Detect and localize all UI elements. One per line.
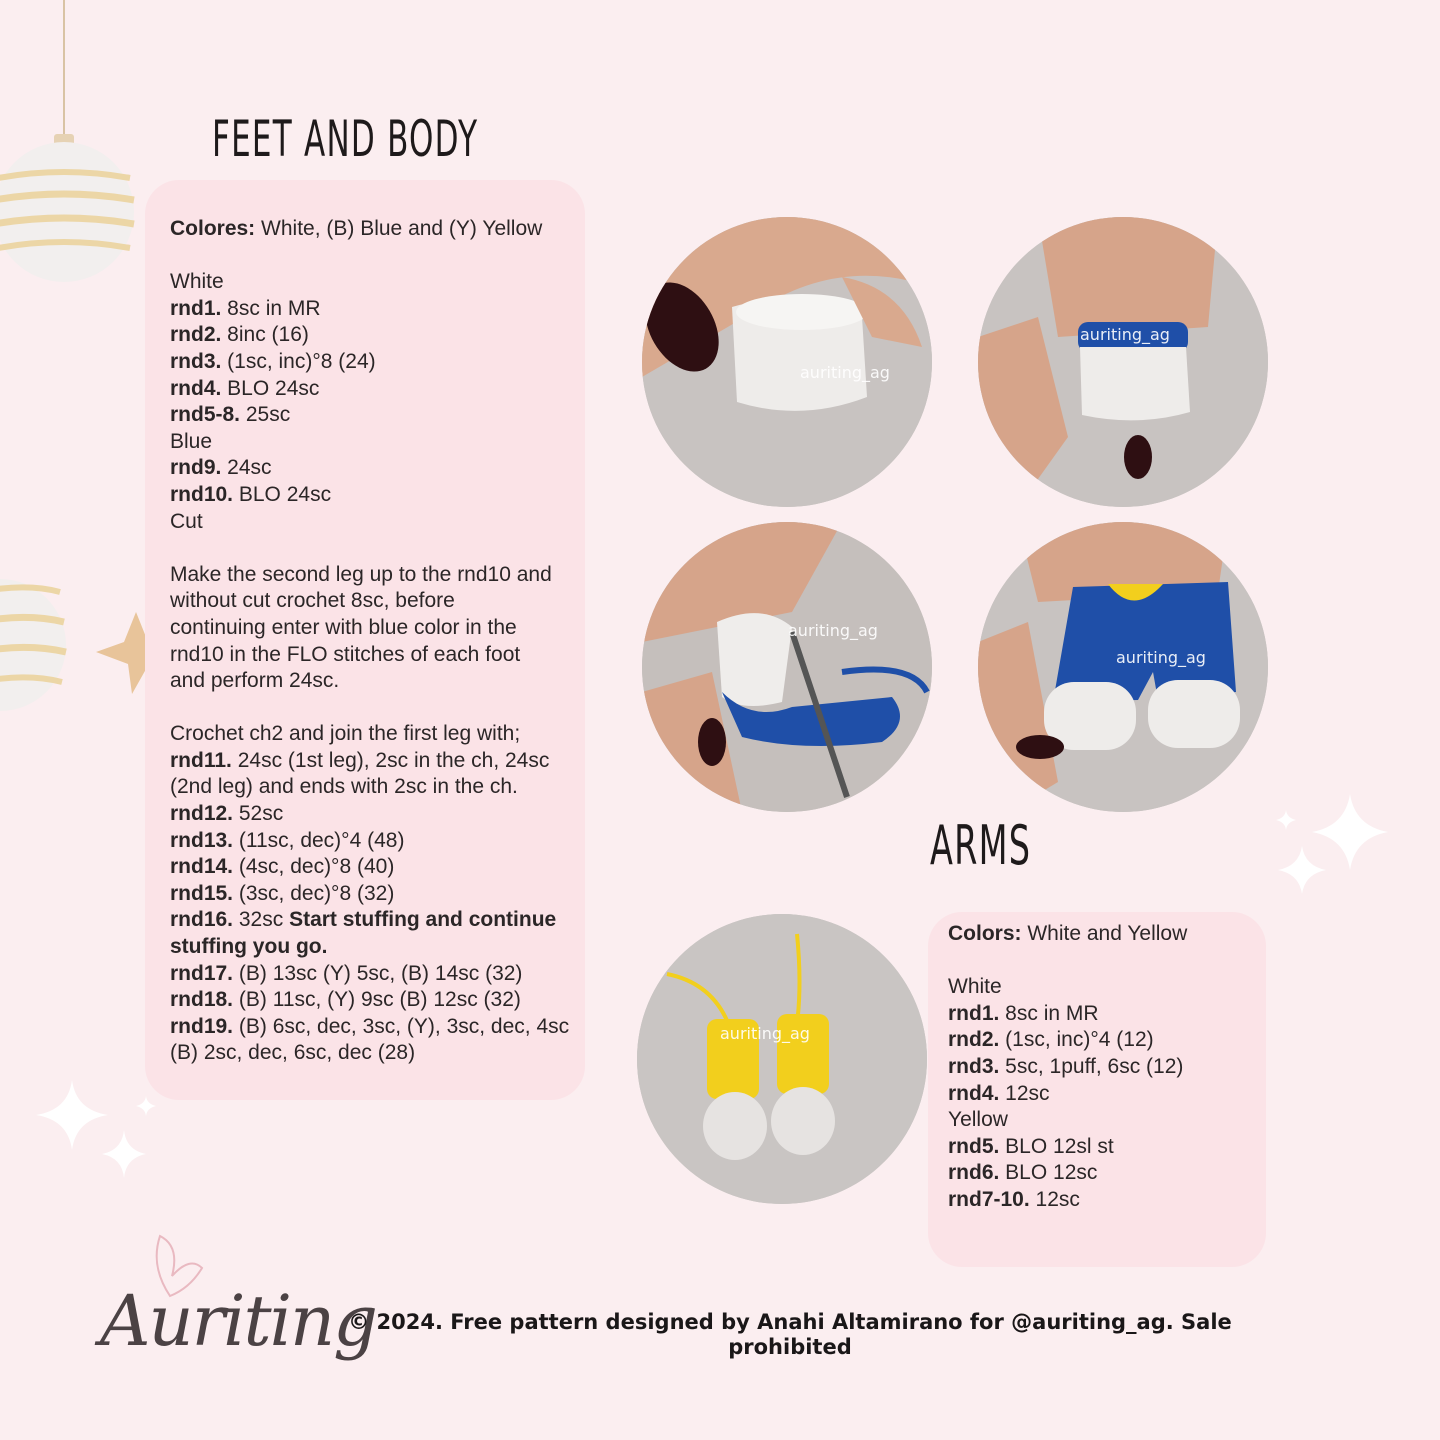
round-line: rnd13. (11sc, dec)°4 (48): [170, 828, 405, 852]
arms-pattern-text: [948, 921, 1258, 1214]
watermark: auriting_ag: [788, 621, 878, 640]
cut-line: Cut: [170, 509, 203, 533]
watermark: auriting_ag: [1116, 648, 1206, 667]
section-white: White: [170, 270, 224, 294]
watermark: auriting_ag: [720, 1024, 810, 1043]
logo: Auriting: [100, 1280, 376, 1362]
photo-crochet-legs: [642, 522, 932, 812]
body-pattern-text: [170, 216, 590, 1067]
round-line-cont: (B) 2sc, dec, 6sc, dec (28): [170, 1041, 416, 1065]
round-line: rnd17. (B) 13sc (Y) 5sc, (B) 14sc (32): [170, 961, 523, 985]
footer-line: prohibited: [728, 1335, 852, 1359]
colors-line: Colores: White, (B) Blue and (Y) Yellow: [170, 217, 543, 240]
photo-foot-white: [642, 217, 932, 507]
round-line: rnd16. 32sc Start stuffing and continue: [170, 908, 557, 932]
sparkles-left-icon: [36, 1080, 156, 1178]
footer-line: © 2024. Free pattern designed by Anahi Altamirano for @auriting_ag. Sale: [348, 1310, 1232, 1334]
instruction-line: rnd10 in the FLO stitches of each foot: [170, 642, 521, 666]
instruction-line: Crochet ch2 and join the first leg with;: [170, 722, 521, 746]
round-line: rnd5. BLO 12sl st: [948, 1134, 1114, 1158]
round-line: rnd3. (1sc, inc)°8 (24): [170, 349, 376, 373]
photo-foot-blue-top: [978, 217, 1268, 507]
round-line: rnd2. 8inc (16): [170, 323, 309, 347]
round-line: rnd14. (4sc, dec)°8 (40): [170, 855, 395, 879]
round-line: rnd19. (B) 6sc, dec, 3sc, (Y), 3sc, dec, 4sc: [170, 1014, 570, 1038]
ornament-top-icon: [0, 0, 134, 282]
photo-arms: [637, 914, 927, 1204]
round-line: rnd4. 12sc: [948, 1081, 1050, 1105]
round-line: rnd10. BLO 24sc: [170, 482, 332, 506]
copyright-footer: [330, 1310, 1250, 1360]
sparkles-right-icon: [1276, 794, 1388, 894]
round-line-cont: stuffing you go.: [170, 935, 328, 959]
instruction-line: continuing enter with blue color in the: [170, 615, 517, 639]
round-line: rnd7-10. 12sc: [948, 1187, 1080, 1211]
section-yellow: Yellow: [948, 1108, 1008, 1132]
round-line: rnd9. 24sc: [170, 456, 272, 480]
round-line: rnd15. (3sc, dec)°8 (32): [170, 881, 395, 905]
round-line: rnd12. 52sc: [170, 802, 284, 826]
round-line: rnd4. BLO 24sc: [170, 376, 320, 400]
colors-line: Colors: White and Yellow: [948, 922, 1188, 945]
round-line: rnd6. BLO 12sc: [948, 1161, 1098, 1185]
instruction-line: and perform 24sc.: [170, 669, 340, 693]
page-title: FEET AND BODY: [212, 110, 479, 168]
round-line-cont: (2nd leg) and ends with 2sc in the ch.: [170, 775, 518, 799]
section-white: White: [948, 975, 1002, 999]
arms-title: ARMS: [930, 814, 1032, 877]
round-line: rnd1. 8sc in MR: [948, 1001, 1099, 1025]
round-line: rnd18. (B) 11sc, (Y) 9sc (B) 12sc (32): [170, 988, 521, 1012]
round-line: rnd3. 5sc, 1puff, 6sc (12): [948, 1054, 1184, 1078]
round-line: rnd5-8. 25sc: [170, 403, 291, 427]
photo-shorts-blue: [978, 522, 1268, 812]
watermark: auriting_ag: [800, 363, 890, 382]
ornament-middle-icon: [0, 579, 66, 711]
instruction-line: without cut crochet 8sc, before: [170, 589, 455, 613]
section-blue: Blue: [170, 429, 213, 453]
round-line: rnd11. 24sc (1st leg), 2sc in the ch, 24sc: [170, 748, 550, 772]
watermark: auriting_ag: [1080, 325, 1170, 344]
round-line: rnd2. (1sc, inc)°4 (12): [948, 1028, 1154, 1052]
round-line: rnd1. 8sc in MR: [170, 296, 321, 320]
instruction-line: Make the second leg up to the rnd10 and: [170, 562, 552, 586]
